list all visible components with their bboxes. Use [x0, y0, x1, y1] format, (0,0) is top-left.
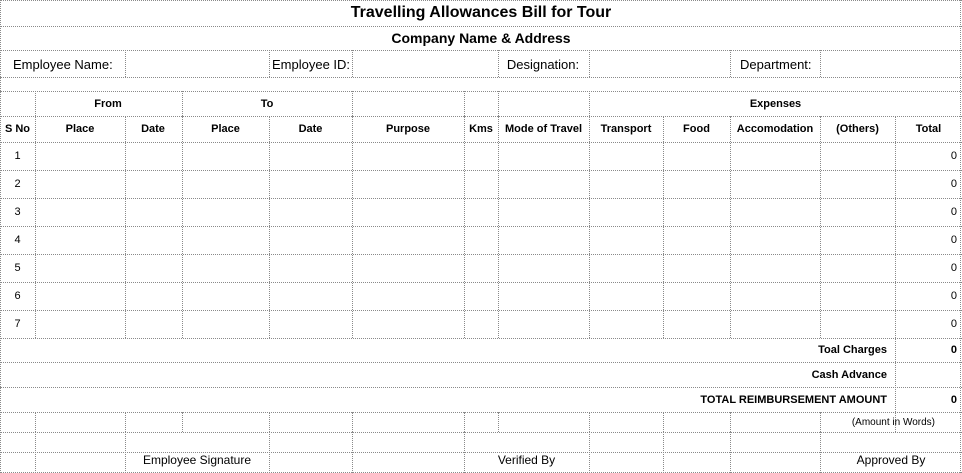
grid-vline: [820, 116, 821, 338]
row-3-sno: 3: [14, 206, 21, 218]
row-1-sno: 1: [14, 150, 21, 162]
row-4-total: 0: [950, 234, 957, 246]
grid-vline: [269, 116, 270, 338]
col-total-header: Total: [915, 122, 942, 135]
row-5-sno: 5: [14, 262, 21, 274]
grid-vline: [269, 50, 270, 77]
grid-vline: [730, 116, 731, 338]
grid-vline: [182, 116, 183, 338]
col-transport-header: Transport: [600, 122, 652, 135]
grid-vline: [498, 412, 499, 432]
grid-hline: [0, 170, 962, 171]
grid-vline: [352, 412, 353, 432]
grid-vline: [35, 412, 36, 432]
bill-title: Travelling Allowances Bill for Tour: [350, 4, 612, 21]
grid-vline: [589, 116, 590, 338]
grid-vline: [730, 432, 731, 473]
expenses-group-header: Expenses: [749, 97, 802, 110]
col-sno-header: S No: [4, 122, 31, 135]
row-7-sno: 7: [14, 318, 21, 330]
grid-vline: [125, 412, 126, 432]
grid-hline: [0, 198, 962, 199]
col-mode-of-travel-header: Mode of Travel: [504, 122, 583, 135]
grid-hline: [0, 142, 962, 143]
employee-signature-label: Employee Signature: [142, 453, 252, 467]
grid-vline: [464, 91, 465, 116]
col-others-header: (Others): [836, 122, 879, 135]
total-reimbursement-value: 0: [950, 394, 957, 406]
grid-vline: [730, 50, 731, 77]
col-from-date-header: Date: [141, 122, 165, 135]
row-2-total: 0: [950, 178, 957, 190]
grid-vline: [352, 432, 353, 473]
cash-advance-label: Cash Advance: [811, 369, 887, 381]
grid-vline: [125, 50, 126, 77]
grid-hline: [0, 226, 962, 227]
grid-vline: [589, 412, 590, 432]
grid-vline: [352, 116, 353, 338]
grid-vline: [464, 116, 465, 338]
from-group-header: From: [94, 97, 122, 110]
grid-vline: [663, 432, 664, 473]
grid-hline: [0, 254, 962, 255]
grid-vline: [820, 50, 821, 77]
row-5-total: 0: [950, 262, 957, 274]
col-from-place-header: Place: [65, 122, 95, 135]
col-food-header: Food: [683, 122, 710, 135]
row-4-sno: 4: [14, 234, 21, 246]
grid-vline: [269, 432, 270, 473]
row-6-sno: 6: [14, 290, 21, 302]
department-field[interactable]: [824, 52, 960, 76]
grid-vline: [498, 91, 499, 116]
grid-vline: [125, 116, 126, 338]
total-reimbursement-label: TOTAL REIMBURSEMENT AMOUNT: [700, 394, 887, 406]
grid-vline: [663, 412, 664, 432]
grid-vline: [960, 0, 961, 473]
total-charges-value: 0: [950, 344, 957, 356]
grid-vline: [352, 91, 353, 116]
grid-hline: [0, 432, 962, 433]
grid-vline: [589, 50, 590, 77]
total-charges-label: Toal Charges: [818, 344, 887, 356]
col-to-date-header: Date: [298, 122, 323, 135]
grid-hline: [0, 50, 962, 51]
grid-vline: [589, 432, 590, 473]
grid-vline: [35, 116, 36, 338]
col-to-place-header: Place: [211, 122, 240, 135]
col-accomodation-header: Accomodation: [736, 122, 814, 135]
company-name-address: Company Name & Address: [391, 30, 571, 46]
amount-in-words-label: (Amount in Words): [851, 416, 935, 428]
designation-label: Designation:: [506, 56, 580, 72]
cash-advance-value[interactable]: [895, 363, 957, 387]
grid-vline: [663, 116, 664, 338]
grid-vline: [269, 412, 270, 432]
row-6-total: 0: [950, 290, 957, 302]
grid-hline: [0, 310, 962, 311]
to-group-header: To: [260, 97, 274, 110]
grid-hline: [0, 77, 962, 78]
grid-vline: [352, 50, 353, 77]
row-1-total: 0: [950, 150, 957, 162]
grid-vline: [498, 116, 499, 338]
grid-vline: [730, 412, 731, 432]
verified-by-label: Verified By: [497, 453, 556, 467]
employee-id-label: Employee ID:: [272, 56, 351, 72]
employee-name-field[interactable]: [127, 52, 267, 76]
grid-vline: [35, 432, 36, 473]
employee-name-label: Employee Name:: [13, 56, 113, 72]
row-3-total: 0: [950, 206, 957, 218]
col-purpose-header: Purpose: [385, 122, 430, 135]
grid-hline: [0, 282, 962, 283]
approved-by-label: Approved By: [856, 453, 926, 467]
grid-vline: [182, 412, 183, 432]
row-7-total: 0: [950, 318, 957, 330]
designation-field[interactable]: [592, 52, 727, 76]
employee-id-field[interactable]: [356, 52, 496, 76]
col-kms-header: Kms: [469, 122, 493, 135]
department-label: Department:: [740, 56, 812, 72]
grid-vline: [464, 412, 465, 432]
row-2-sno: 2: [14, 178, 21, 190]
